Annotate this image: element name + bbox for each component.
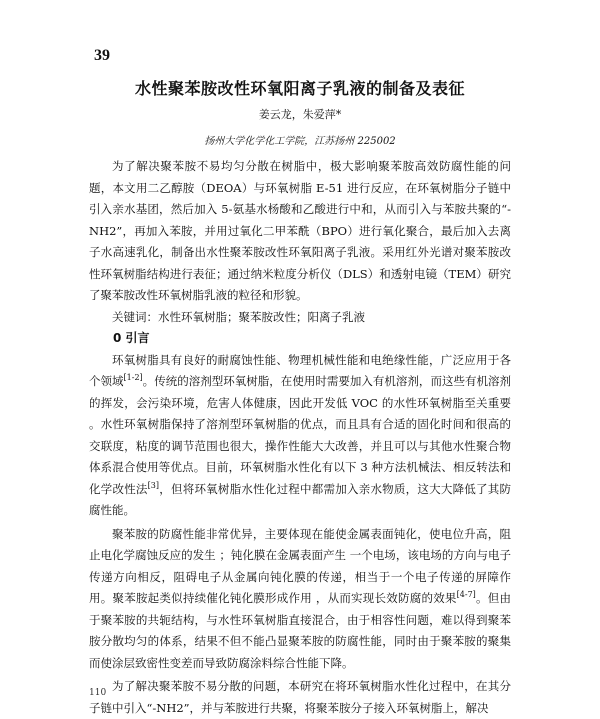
footer-fragment: 110 (89, 688, 107, 698)
paragraph (89, 350, 511, 522)
paragraph (89, 676, 511, 719)
paper-title: 水性聚苯胺改性环氧阳离子乳液的制备及表征 (134, 79, 465, 98)
page-number: 39 (94, 47, 110, 64)
citation: [4-7] (456, 590, 476, 600)
keywords: 关键词：水性环氧树脂；聚苯胺改性；阳离子乳液 (112, 309, 365, 324)
text-run: 。传统的溶剂型环氧树脂，在使用时需要加入有机溶剂，而这些有机溶剂的挥发，会污染环境，危害人体健康，因此开发低 VOC 的水性环氧树脂至关重要 。水性环氧树脂保持了溶剂型环氧树脂的优点，而且具有合适的固化时间和很高的交联度，粘度的调节范围也很大，操作性能大大改善，并且可以与其他水性聚合物体系混合使用等优点。目前，环氧树脂水性化有以下 3 种方法机械法、相反转法和化学改性法 (89, 374, 512, 496)
abstract: 为了解决聚苯胺不易均匀分散在树脂中，极大影响聚苯胺高效防腐性能的问题，本文用二乙醇胺（DEOA）与环氧树脂 E-51 进行反应，在环氧树脂分子链中引入亲水基团，然后加入 5-氨基水杨酸和乙酸进行中和，从而引入与苯胺共聚的“-NH2”，再加入苯胺，并用过氧化二甲苯酰（BPO）进行氧化聚合，最后加入去离子水高速乳化，制备出水性聚苯胺改性环氧阳离子乳液。采用红外光谱对聚苯胺改性环氧树脂结构进行表征；通过纳米粒度分析仪（DLS）和透射电镜（TEM）研究了聚苯胺改性环氧树脂乳液的粒径和形貌。 (89, 159, 511, 302)
authors: 姜云龙，朱爱萍* (258, 108, 342, 121)
section-heading: 0 引言 (113, 331, 150, 345)
text-run: 。但由于聚苯胺的共轭结构，与水性环氧树脂直接混合，由于相容性问题，难以得到聚苯胺分散均匀的体系，结果不但不能凸显聚苯胺的防腐性能，同时由于聚苯胺的聚集而使涂层致密性变差而导致防腐涂料综合性能下降。 (89, 591, 512, 670)
text-run: 为了解决聚苯胺不易分散的问题，本研究在将环氧树脂水性化过程中，在其分子链中引入“-NH2”，并与苯胺进行共聚，将聚苯胺分子接入环氧树脂上，解决 (89, 679, 511, 715)
citation: [1-2] (123, 373, 143, 383)
citation: [3] (147, 480, 160, 490)
main-text (89, 156, 511, 719)
text-run: 聚苯胺的防腐性能非常优异，主要体现在能使金属表面钝化，使电位升高，阻止电化学腐蚀反应的发生 ；钝化膜在金属表面产生 一个电场，该电场的方向与电子传递方向相反，阻碍电子从金属向钝化膜的传递，相当于一个电子传递的屏障作用。聚苯胺起类似持续催化钝化膜形成作用 ，从而实现长效防腐的效果 (89, 526, 511, 605)
paragraph (89, 524, 511, 675)
affiliation: 扬州大学化学化工学院，江苏扬州 225002 (204, 136, 396, 147)
text-run: 环氧树脂具有良好的耐腐蚀性能、物理机械性能和电绝缘性能，广泛应用于各个领域 (89, 352, 511, 388)
text-run: ，但将环氧树脂水性化过程中都需加入亲水物质，这大大降低了其防腐性能。 (89, 481, 512, 517)
